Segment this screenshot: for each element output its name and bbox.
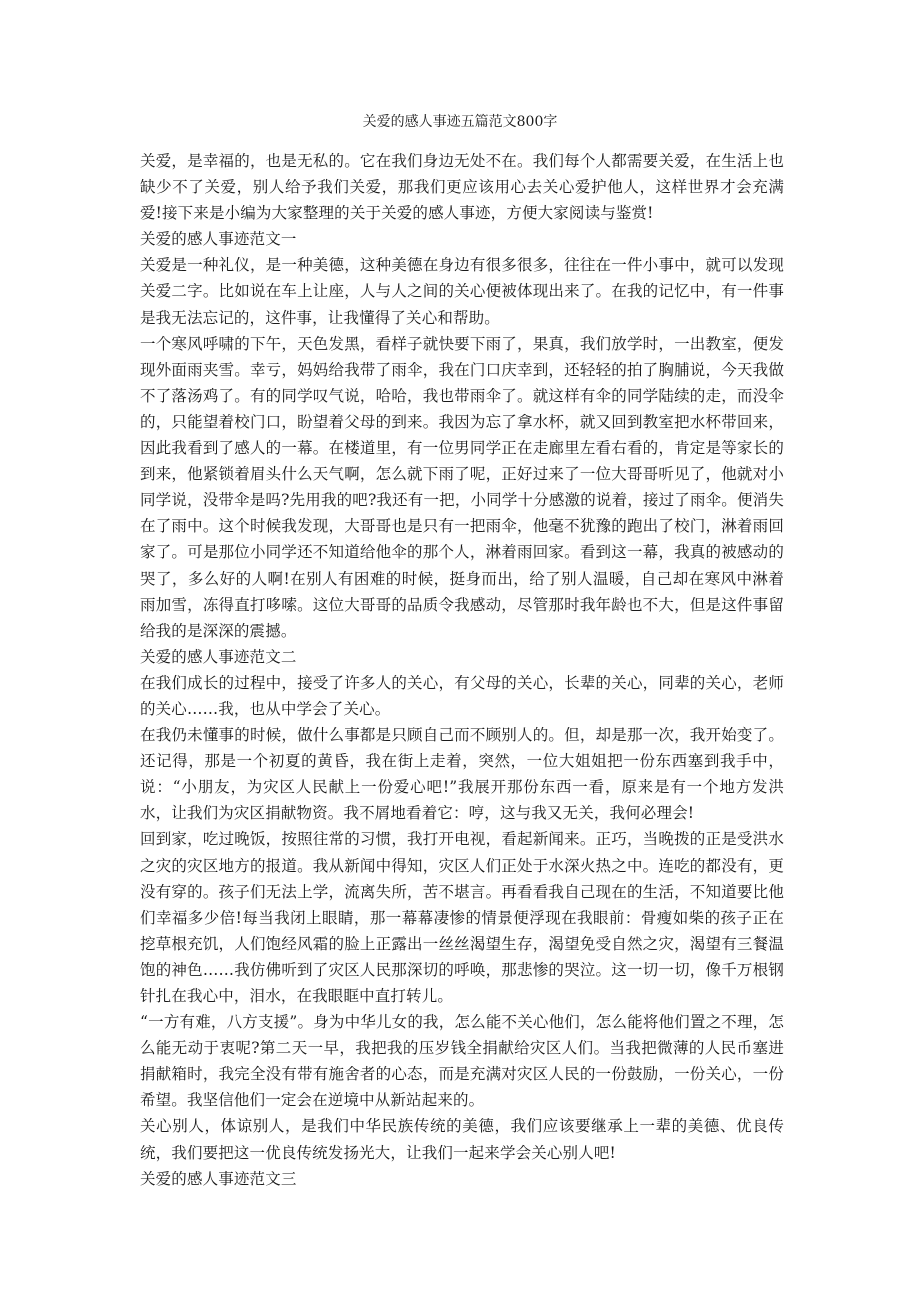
document-body bbox=[140, 148, 784, 1192]
section-heading-3: 关爱的感人事迹范文三 bbox=[140, 1169, 297, 1188]
paragraph: 关心别人，体谅别人，是我们中华民族传统的美德，我们应该要继承上一辈的美德、优良传统，我们要把这一优良传统发扬光大，让我们一起来学会关心别人吧! bbox=[140, 1117, 784, 1162]
document-title: 关爱的感人事迹五篇范文800字 bbox=[362, 114, 558, 130]
section-heading-2: 关爱的感人事迹范文二 bbox=[140, 647, 297, 666]
section-heading-1: 关爱的感人事迹范文一 bbox=[140, 230, 297, 249]
paragraph: “一方有难，八方支援”。身为中华儿女的我，怎么能不关心他们，怎么能将他们置之不理，怎么能无动于衷呢?第二天一早，我把我的压岁钱全捐献给灾区人们。当我把微薄的人民币塞进捐献箱时，我完全没有带有施舍者的心态，而是充满对灾区人民的一份鼓励，一份关心，一份希望。我坚信他们一定会在逆境中从新站起来的。 bbox=[140, 1013, 784, 1110]
paragraph: 关爱是一种礼仪，是一种美德，这种美德在身边有很多很多，往往在一件小事中，就可以发现关爱二字。比如说在车上让座，人与人之间的关心便被体现出来了。在我的记忆中，有一件事是我无法忘记的，这件事，让我懂得了关心和帮助。 bbox=[140, 256, 784, 327]
paragraph-intro: 关爱，是幸福的，也是无私的。它在我们身边无处不在。我们每个人都需要关爱，在生活上也缺少不了关爱，别人给予我们关爱，那我们更应该用心去关心爱护他人，这样世界才会充满爱!接下来是小编为大家整理的关于关爱的感人事迹，方便大家阅读与鉴赏! bbox=[140, 152, 784, 223]
paragraph: 一个寒风呼啸的下午，天色发黑，看样子就快要下雨了，果真，我们放学时，一出教室，便发现外面雨夹雪。幸亏，妈妈给我带了雨伞，我在门口庆幸到，还轻轻的拍了胸脯说，今天我做不了落汤鸡了。有的同学叹气说，哈哈，我也带雨伞了。就这样有伞的同学陆续的走，而没伞的，只能望着校门口，盼望着父母的到来。我因为忘了拿水杯，就又回到教室把水杯带回来，因此我看到了感人的一幕。在楼道里，有一位男同学正在走廊里左看右看的，肯定是等家长的到来，他紧锁着眉头什么天气啊，怎么就下雨了呢，正好过来了一位大哥哥听见了，他就对小同学说，没带伞是吗?先用我的吧?我还有一把，小同学十分感激的说着，接过了雨伞。便消失在了雨中。这个时候我发现，大哥哥也是只有一把雨伞，他毫不犹豫的跑出了校门，淋着雨回家了。可是那位小同学还不知道给他伞的那个人，淋着雨回家。看到这一幕，我真的被感动的哭了，多么好的人啊!在别人有困难的时候，挺身而出，给了别人温暖，自己却在寒风中淋着雨加雪，冻得直打哆嗦。这位大哥哥的品质令我感动，尽管那时我年龄也不大，但是这件事留给我的是深深的震撼。 bbox=[140, 334, 784, 640]
paragraph: 回到家，吃过晚饭，按照往常的习惯，我打开电视，看起新闻来。正巧，当晚拨的正是受洪水之灾的灾区地方的报道。我从新闻中得知，灾区人们正处于水深火热之中。连吃的都没有，更没有穿的。孩子们无法上学，流离失所，苦不堪言。再看看我自己现在的生活，不知道要比他们幸福多少倍!每当我闭上眼睛，那一幕幕凄惨的情景便浮现在我眼前：骨瘦如柴的孩子正在挖草根充饥，人们饱经风霜的脸上正露出一丝丝渴望生存，渴望免受自然之灾，渴望有三餐温饱的神色……我仿佛听到了灾区人民那深切的呼唤，那悲惨的哭泣。这一切一切，像千万根钢针扎在我心中，泪水，在我眼眶中直打转儿。 bbox=[140, 830, 784, 1005]
paragraph: 在我们成长的过程中，接受了许多人的关心，有父母的关心，长辈的关心，同辈的关心，老师的关心……我，也从中学会了关心。 bbox=[140, 673, 784, 718]
paragraph: 在我仍未懂事的时候，做什么事都是只顾自己而不顾别人的。但，却是那一次，我开始变了。还记得，那是一个初夏的黄昏，我在街上走着，突然，一位大姐姐把一份东西塞到我手中，说：“小朋友，为灾区人民献上一份爱心吧!”我展开那份东西一看，原来是有一个地方发洪水，让我们为灾区捐献物资。我不屑地看着它：哼，这与我又无关，我何必理会! bbox=[140, 726, 784, 823]
